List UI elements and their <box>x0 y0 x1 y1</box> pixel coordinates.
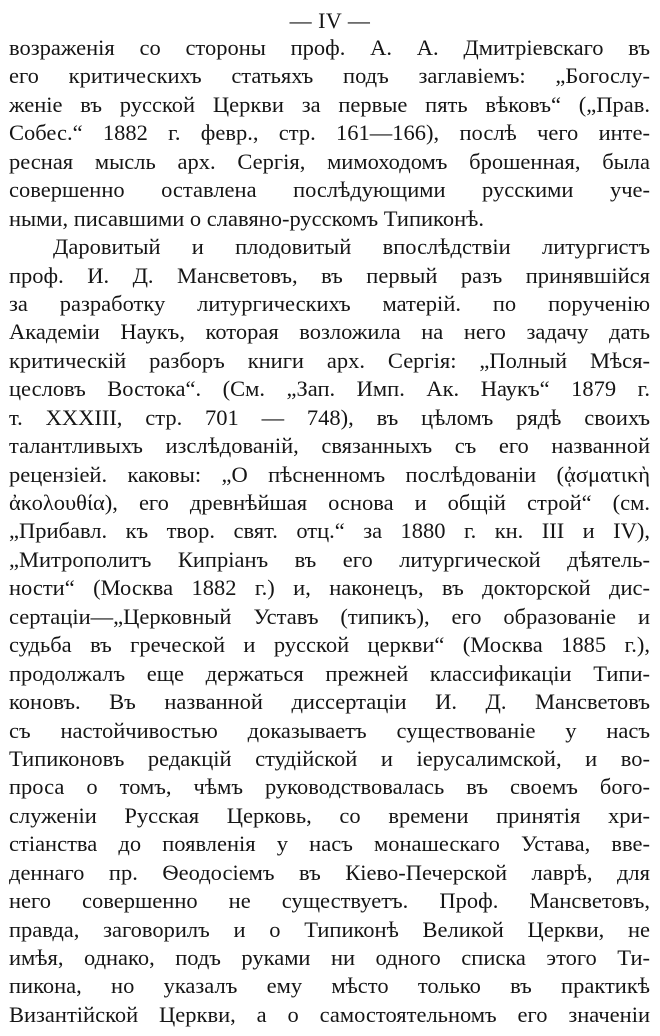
text-line: ности“ (Москва 1882 г.) и, наконецъ, въ докторской дис- <box>9 575 650 601</box>
text-line: рецензіей. каковы: „О пѣсненномъ послѣдованіи (ᾀσματικὴ <box>9 461 650 487</box>
text-line: женіе въ русской Церкви за первые пять вѣковъ“ („Прав. <box>9 91 650 117</box>
text-line: совершенно оставлена послѣдующими русскими уче- <box>9 177 650 203</box>
text-line: ресная мысль арх. Сергія, мимоходомъ брошенная, была <box>9 148 650 174</box>
text-line: возраженія со стороны проф. А. А. Дмитріевскаго въ <box>9 35 650 60</box>
text-line: продолжалъ еще держаться прежней классификаціи Типи- <box>9 660 650 686</box>
paragraph-2 <box>9 233 650 1029</box>
text-line: имѣя, однако, подъ руками ни одного списка этого Ти- <box>9 945 650 970</box>
text-line: цесловъ Востока“. (См. „Зап. Имп. Ак. Наукъ“ 1879 г. <box>9 376 650 402</box>
text-line: коновъ. Въ названной диссертаціи И. Д. Мансветовъ <box>9 689 650 715</box>
text-line: ἀκολουθία), его древнѣйшая основа и общій строй“ (см. <box>9 490 650 515</box>
text-line: сертаціи—„Церковный Уставъ (типикъ), его образованіе и <box>9 603 650 629</box>
text-line: Типиконовъ редакцій студійской и іерусалимской, и во- <box>9 745 650 771</box>
text-line: проф. И. Д. Мансветовъ, въ первый разъ принявшійся <box>9 262 650 288</box>
text-line: съ настойчивостью доказываетъ существованіе у насъ <box>9 717 650 743</box>
text-line: проса о томъ, чѣмъ руководствовалась въ своемъ бого- <box>9 774 650 800</box>
text-line: его критическихъ статьяхъ подъ заглавіемъ: „Богослу- <box>9 63 650 89</box>
text-line: пикона, но указалъ ему мѣсто только въ практикѣ <box>9 973 650 999</box>
page-number: — IV — <box>289 8 371 33</box>
text-line: ными, писавшими о славяно-русскомъ Типиконѣ. <box>9 205 484 231</box>
text-line: Академіи Наукъ, которая возложила на него задачу дать <box>9 319 650 345</box>
text-line: талантливыхъ изслѣдованій, связанныхъ съ его названной <box>9 433 650 459</box>
text-line: „Прибавл. къ твор. свят. отц.“ за 1880 г. кн. III и IV), <box>9 518 650 544</box>
text-line: Собес.“ 1882 г. февр., стр. 161—166), послѣ чего инте- <box>9 120 650 146</box>
text-line: деннаго пр. Ѳеодосіемъ въ Кіево-Печерской лаврѣ, для <box>9 859 650 885</box>
text-line: критическій разборъ книги арх. Сергія: „Полный Мѣся- <box>9 347 650 373</box>
text-line: стіанства до появленія у насъ монашескаго Устава, вве- <box>9 831 650 857</box>
text-line: него совершенно не существуетъ. Проф. Мансветовъ, <box>9 888 650 914</box>
text-line: служеніи Русская Церковь, со времени принятія хри- <box>9 802 650 828</box>
paragraph-1 <box>9 34 650 233</box>
text-line: правда, заговорилъ и о Типиконѣ Великой Церкви, не <box>9 916 650 942</box>
page-body <box>9 34 650 1029</box>
text-line: Византійской Церкви, а о самостоятельномъ его значеніи <box>9 1001 650 1027</box>
text-line: судьба въ греческой и русской церкви“ (Москва 1885 г.), <box>9 632 650 658</box>
text-line: т. XXXIII, стр. 701 — 748), въ цѣломъ рядѣ своихъ <box>9 404 650 430</box>
text-line: Даровитый и плодовитый впослѣдствіи литургистъ <box>53 234 650 260</box>
text-line: за разработку литургическихъ матерій. по порученію <box>9 290 650 316</box>
text-line: „Митрополитъ Кипріанъ въ его литургической дѣятель- <box>9 546 650 572</box>
